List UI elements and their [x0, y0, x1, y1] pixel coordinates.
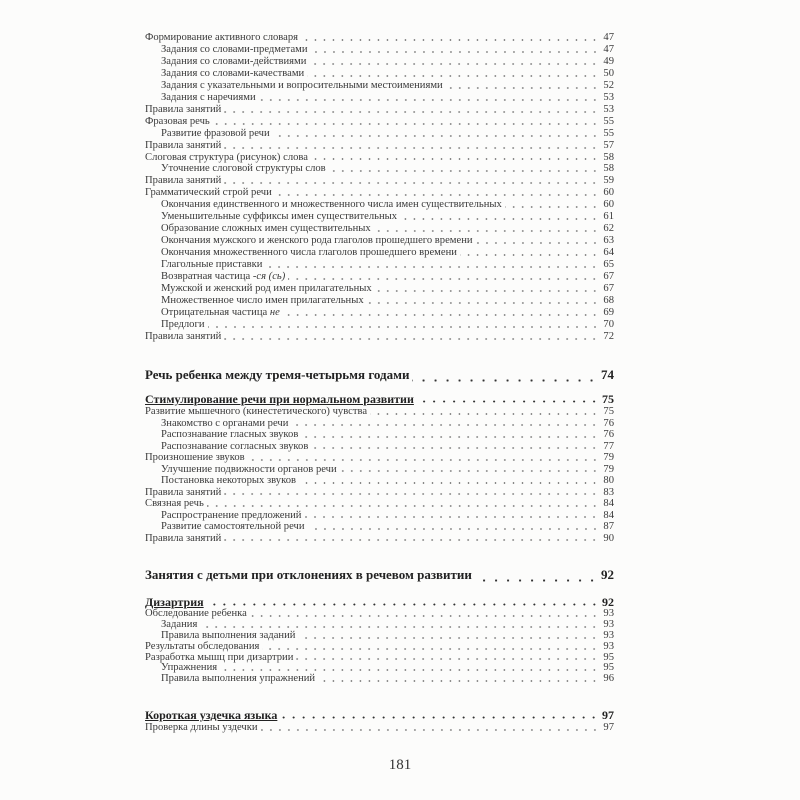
toc-entry-title: [161, 128, 273, 140]
toc-entry[interactable]: [145, 152, 614, 164]
toc-page-number: 53: [603, 91, 614, 103]
toc-page-number: 96: [603, 673, 614, 685]
toc-entry-text: Правила занятий: [145, 486, 222, 498]
toc-page-number: 70: [603, 318, 614, 330]
toc-entry[interactable]: [145, 187, 614, 199]
toc-entry-title: [161, 319, 208, 331]
dot-leader: [311, 51, 599, 53]
toc-entry-italic: не: [269, 306, 280, 318]
toc-entry-title: [161, 199, 505, 211]
toc-page-number: 97: [603, 722, 614, 733]
toc-page-number: 84: [603, 509, 614, 521]
toc-entry-text: Отрицательная частица: [161, 306, 270, 318]
dot-leader: [329, 170, 599, 172]
toc-entry-title: [161, 44, 311, 56]
toc-entry-text: Окончания единственного и множественного числа имен существительных: [161, 199, 502, 211]
toc-entry[interactable]: [145, 464, 614, 476]
toc-entry-title: [161, 464, 340, 476]
toc-entry[interactable]: [145, 68, 614, 80]
toc-entry-text: Правила занятий: [145, 532, 222, 544]
toc-page-number: 76: [603, 429, 614, 440]
toc-entry[interactable]: [145, 247, 614, 259]
dot-leader: [367, 302, 599, 304]
toc-page-number: 83: [603, 486, 614, 498]
toc-entry[interactable]: [145, 283, 614, 295]
toc-entry-title: [145, 331, 224, 343]
dot-leader: [475, 579, 598, 582]
toc-entry-italic: -ся (сь): [252, 271, 286, 283]
toc-entry-title: [161, 510, 304, 522]
toc-entry-title: [161, 475, 299, 487]
toc-entry-title: [145, 175, 224, 187]
toc-entry-title: [161, 56, 309, 68]
toc-entry-text: Грамматический строй речи: [145, 187, 272, 199]
dot-leader: [400, 218, 599, 220]
dot-leader: [291, 424, 599, 426]
dot-leader: [280, 716, 599, 719]
toc-entry-text: Распознавание гласных звуков: [161, 429, 299, 440]
toc-entry-text: Связная речь: [145, 498, 204, 509]
dot-leader: [288, 278, 599, 280]
toc-page-number: 76: [603, 417, 614, 429]
toc-entry[interactable]: [145, 331, 614, 343]
toc-page-number: 72: [603, 330, 614, 342]
toc-entry[interactable]: [145, 163, 614, 175]
toc-page-number: 67: [603, 283, 614, 295]
dot-leader: [370, 413, 599, 415]
toc-page-number: 61: [603, 211, 614, 223]
dot-leader: [460, 254, 599, 256]
toc-entry-text: Возвратная частица: [161, 271, 253, 283]
toc-entry-text: Задания со словами-действиями: [161, 55, 307, 67]
toc-entry[interactable]: [145, 104, 614, 116]
toc-section-dysarthria: [145, 596, 614, 685]
toc-page-number: 77: [603, 440, 614, 452]
toc-entry-text: Проверка длины уздечки: [145, 722, 258, 733]
toc-entry[interactable]: [145, 211, 614, 223]
toc-entry-text: Задания с указательными и вопросительными местоимениями: [161, 79, 443, 91]
toc-entry-title: [145, 567, 475, 583]
dot-leader: [375, 290, 599, 292]
toc-page-number: 79: [603, 452, 614, 463]
toc-page-number: 92: [601, 567, 614, 582]
toc-entry-text: Правила занятий: [145, 103, 222, 115]
toc-entry-text: Мужской и женский род имен прилагательных: [161, 283, 372, 295]
toc-entry-title: [161, 68, 307, 80]
toc-entry[interactable]: [145, 418, 614, 430]
dot-leader: [273, 135, 599, 137]
dot-leader: [224, 539, 599, 541]
dot-leader: [296, 658, 599, 660]
dot-leader: [283, 314, 599, 316]
toc-entry-text: Окончания мужского и женского рода глаголов прошедшего времени: [161, 235, 473, 247]
toc-page-number: 95: [603, 651, 614, 663]
toc-entry[interactable]: [145, 32, 614, 44]
toc-page-number: 59: [603, 175, 614, 187]
toc-entry[interactable]: [145, 475, 614, 487]
toc-section-short-frenulum: [145, 709, 614, 734]
toc-page-number: 55: [603, 115, 614, 127]
toc-entry[interactable]: [145, 44, 614, 56]
toc-page-number: 93: [603, 608, 614, 619]
toc-entry-title: [161, 247, 460, 259]
toc-page-number: 49: [603, 55, 614, 67]
toc-entry-text: Распространение предложений: [161, 509, 302, 521]
toc-page-number: 93: [603, 618, 614, 630]
toc-entry[interactable]: [145, 406, 614, 418]
toc-entry[interactable]: [145, 259, 614, 271]
dot-leader: [311, 158, 599, 160]
toc-entry[interactable]: [145, 510, 614, 522]
toc-page-number: 87: [603, 521, 614, 532]
toc-page-number: 97: [602, 708, 614, 722]
toc-entry-text: Развитие самостоятельной речи: [161, 521, 305, 532]
toc-entry[interactable]: [145, 674, 614, 685]
toc-entry[interactable]: [145, 80, 614, 92]
toc-entry-text: Задания с наречиями: [161, 91, 256, 103]
toc-entry-title: [145, 487, 224, 499]
toc-entry-text: Разработка мышц при дизартрии: [145, 651, 294, 663]
dot-leader: [259, 99, 599, 101]
dot-leader: [374, 230, 599, 232]
toc-page-number: 92: [602, 595, 614, 609]
toc-page-number: 47: [603, 43, 614, 55]
toc-page-number: 60: [603, 187, 614, 199]
toc-entry-text: Предлоги: [161, 318, 205, 330]
toc-entry-title: [161, 92, 259, 104]
dot-leader: [224, 147, 599, 149]
dot-leader: [446, 87, 599, 89]
toc-entry-text: Окончания множественного числа глаголов прошедшего времени: [161, 247, 457, 259]
toc-entry[interactable]: [145, 307, 614, 319]
toc-entry-text: Задания со словами-качествами: [161, 67, 305, 79]
toc-page-number: 68: [603, 294, 614, 306]
dot-leader: [220, 669, 599, 671]
toc-entry-text: Развитие мышечного (кинестетического) чувства: [145, 406, 368, 417]
toc-page-number: 90: [603, 532, 614, 544]
dot-leader: [224, 111, 599, 113]
toc-entry-title: [145, 32, 301, 44]
toc-page-number: 95: [603, 662, 614, 674]
dot-leader: [248, 459, 599, 461]
toc-entry[interactable]: [145, 56, 614, 68]
dot-leader: [265, 266, 599, 268]
toc-page-number: 60: [603, 199, 614, 211]
toc-entry-title: [161, 521, 308, 533]
toc-entry-title: [161, 441, 311, 453]
toc-section-normal-development: [145, 393, 614, 544]
toc-entry-text: Знакомство с органами речи: [161, 417, 289, 429]
dot-leader: [262, 648, 599, 650]
toc-entry-title: [145, 367, 412, 383]
toc-entry[interactable]: [145, 175, 614, 187]
dot-leader: [299, 482, 599, 484]
toc-entry-title: [145, 152, 311, 164]
toc-page-number: 93: [603, 640, 614, 652]
toc-entry-text: Образование сложных имен существительных: [161, 223, 371, 235]
toc-entry[interactable]: [145, 521, 614, 533]
toc-section-active-vocabulary: [145, 32, 614, 343]
toc-page-number: 47: [603, 32, 614, 43]
toc-entry-title: [145, 140, 224, 152]
toc-page-number: 69: [603, 306, 614, 318]
toc-entry-text: Улучшение подвижности органов речи: [161, 463, 337, 475]
toc-page-number: 64: [603, 247, 614, 259]
toc-entry-title: [161, 674, 318, 685]
toc-entry-title: [145, 533, 224, 545]
toc-entry[interactable]: [145, 271, 614, 283]
toc-page-number: 74: [601, 367, 614, 382]
dot-leader: [208, 326, 600, 328]
dot-leader: [275, 194, 599, 196]
toc-page-number: 53: [603, 103, 614, 115]
dot-leader: [476, 242, 599, 244]
toc-chapter-three-to-four-years: [145, 367, 614, 385]
dot-leader: [417, 400, 599, 403]
toc-page-number: 80: [603, 475, 614, 486]
toc-entry-text: Задания: [161, 618, 198, 630]
toc-entry[interactable]: [145, 223, 614, 235]
toc-entry[interactable]: [145, 429, 614, 441]
toc-page-number: 57: [603, 139, 614, 151]
toc-entry-title: [161, 80, 446, 92]
toc-entry-text: Развитие фразовой речи: [161, 127, 270, 139]
toc-entry-text: Речь ребенка между тремя-четырьмя годами: [145, 367, 410, 382]
toc-entry[interactable]: [145, 116, 614, 128]
toc-entry-text: Правила выполнения упражнений: [161, 673, 316, 685]
dot-leader: [311, 447, 599, 449]
toc-entry[interactable]: [145, 452, 614, 464]
toc-entry-text: Задания со словами-предметами: [161, 43, 308, 55]
dot-leader: [309, 63, 599, 65]
dot-leader: [224, 493, 599, 495]
toc-entry[interactable]: [145, 441, 614, 453]
dot-leader: [304, 516, 599, 518]
toc-entry-title: [145, 709, 280, 722]
toc-entry-title: [161, 259, 265, 271]
toc-heading[interactable]: [145, 567, 614, 585]
toc-heading[interactable]: [145, 393, 614, 406]
toc-entry-title: [161, 295, 367, 307]
toc-heading[interactable]: [145, 709, 614, 722]
dot-leader: [200, 626, 599, 628]
toc-entry-title: [145, 722, 261, 734]
toc-page-number: 50: [603, 67, 614, 79]
toc-entry-title: [161, 223, 374, 235]
toc-entry-text: Обследование ребенка: [145, 608, 247, 619]
toc-entry-title: [161, 283, 375, 295]
dot-leader: [224, 338, 599, 340]
toc-page-number: 75: [602, 392, 614, 406]
page-number: 181: [388, 757, 412, 773]
toc-entry-title: [145, 498, 207, 510]
dot-leader: [213, 123, 599, 125]
toc-entry-text: Упражнения: [161, 662, 218, 674]
toc-chapter-speech-disorders: [145, 567, 614, 585]
toc-page-number: 62: [603, 223, 614, 235]
toc-entry-title: [161, 418, 291, 430]
toc-heading[interactable]: [145, 367, 614, 385]
toc-entry-text: Короткая уздечка языка: [145, 708, 278, 722]
toc-page-number: 75: [603, 406, 614, 417]
toc-page-number: 67: [603, 271, 614, 283]
dot-leader: [224, 182, 599, 184]
toc-entry-title: [161, 211, 400, 223]
toc-entry-title: [161, 235, 476, 247]
toc-entry-text: Занятия с детьми при отклонениях в речевом развитии: [145, 567, 472, 582]
toc-entry[interactable]: [145, 487, 614, 499]
toc-entry[interactable]: [145, 140, 614, 152]
dot-leader: [301, 436, 599, 438]
toc-entry-text: Слоговая структура (рисунок) слова: [145, 151, 308, 163]
dot-leader: [308, 528, 599, 530]
toc-entry[interactable]: [145, 92, 614, 104]
toc-entry-title: [161, 429, 301, 441]
toc-entry-text: Правила занятий: [145, 139, 222, 151]
toc-entry-text: Правила занятий: [145, 330, 222, 342]
toc-entry[interactable]: [145, 498, 614, 510]
toc-page-number: 63: [603, 235, 614, 247]
toc-entry-text: Результаты обследования: [145, 640, 260, 652]
toc-entry[interactable]: [145, 199, 614, 211]
toc-entry-title: [145, 187, 275, 199]
toc-page-number: 93: [603, 629, 614, 641]
toc-entry[interactable]: [145, 235, 614, 247]
dot-leader: [307, 75, 599, 77]
toc-entry-text: Множественное число имен прилагательных: [161, 294, 364, 306]
toc-entry[interactable]: [145, 609, 614, 620]
toc-entry-title: [161, 271, 288, 283]
toc-entry-text: Правила занятий: [145, 175, 222, 187]
toc-entry-text: Формирование активного словаря: [145, 32, 299, 43]
toc-entry[interactable]: [145, 295, 614, 307]
toc-entry-text: Дизартрия: [145, 595, 204, 609]
toc-entry-text: Стимулирование речи при нормальном развитии: [145, 392, 414, 406]
toc-page-number: 84: [603, 498, 614, 509]
toc-entry-title: [161, 163, 329, 175]
toc-entry-text: Постановка некоторых звуков: [161, 475, 296, 486]
dot-leader: [301, 39, 599, 41]
dot-leader: [340, 470, 599, 472]
dot-leader: [298, 637, 599, 639]
toc-entry-text: Правила выполнения заданий: [161, 629, 296, 641]
dot-leader: [412, 379, 598, 382]
dot-leader: [318, 680, 599, 682]
toc-page-number: 52: [603, 79, 614, 91]
dot-leader: [250, 615, 599, 617]
toc-entry[interactable]: [145, 722, 614, 734]
toc-entry-title: [145, 116, 213, 128]
toc-entry-text: Произношение звуков: [145, 452, 245, 463]
dot-leader: [207, 603, 599, 606]
dot-leader: [505, 206, 599, 208]
toc-entry-title: [145, 406, 370, 418]
toc-entry-title: [145, 393, 417, 406]
toc-page-number: 79: [603, 463, 614, 475]
toc-entry-text: Глагольные приставки: [161, 259, 263, 271]
toc-entry[interactable]: [145, 533, 614, 545]
toc-page-number: 65: [603, 259, 614, 271]
toc-entry[interactable]: [145, 128, 614, 140]
toc-entry-text: Уменьшительные суффиксы имен существительных: [161, 211, 398, 223]
dot-leader: [207, 505, 599, 507]
toc-entry-title: [145, 452, 248, 464]
toc-page-number: 55: [603, 127, 614, 139]
toc-entry[interactable]: [145, 319, 614, 331]
toc-entry-text: Уточнение слоговой структуры слов: [161, 163, 326, 175]
toc-page-number: 58: [603, 151, 614, 163]
toc-entry-text: Распознавание согласных звуков: [161, 440, 309, 452]
toc-entry-title: [145, 104, 224, 116]
toc-page-number: 58: [603, 163, 614, 175]
toc-entry-text: Фразовая речь: [145, 115, 210, 127]
toc-entry-title: [161, 307, 283, 319]
dot-leader: [261, 729, 599, 731]
